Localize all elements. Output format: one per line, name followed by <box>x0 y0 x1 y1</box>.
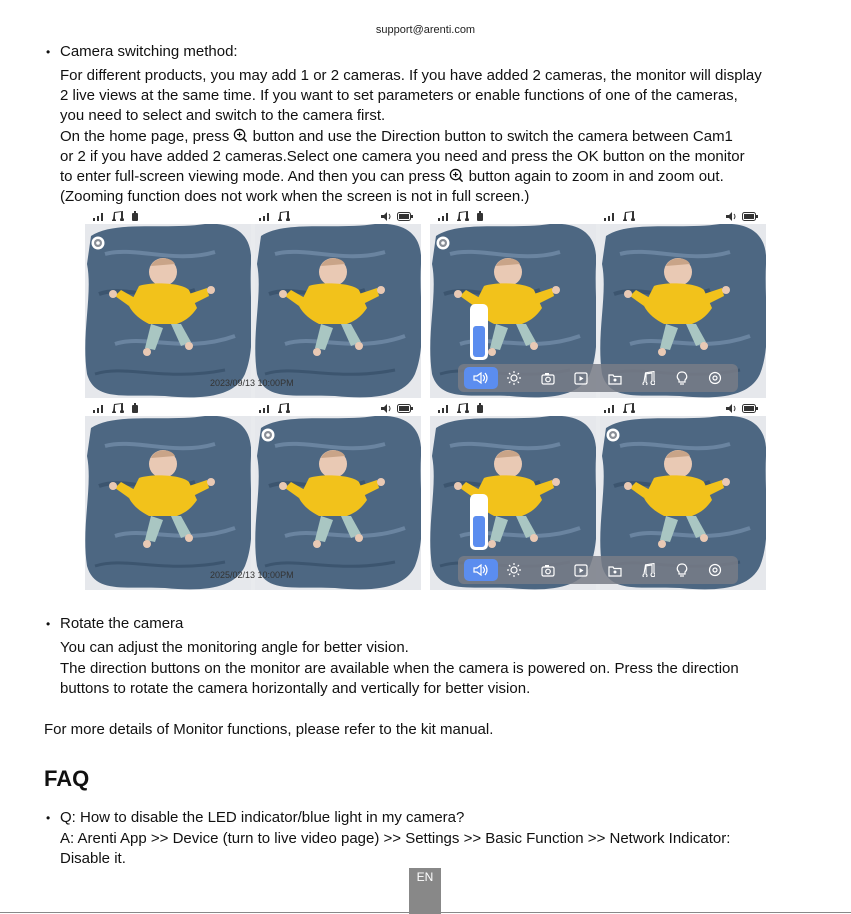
rotate-paragraph <box>60 638 820 699</box>
volume-level <box>473 516 485 547</box>
camera-selected-icon <box>606 428 620 442</box>
speaker-icon <box>726 212 736 221</box>
text-line: you need to select and switch to the camera first. <box>60 107 386 124</box>
baby-video-frame <box>255 224 421 398</box>
status-icons-system <box>381 403 413 413</box>
music-note-icon <box>641 563 655 577</box>
status-icons-right-cam <box>604 403 636 413</box>
battery-icon <box>742 404 758 413</box>
status-icons-system <box>726 211 758 221</box>
text-line: (Zooming function does not work when the screen is not in full screen.) <box>60 188 530 205</box>
signal-icon <box>93 404 105 413</box>
brightness-button[interactable] <box>498 367 532 389</box>
speaker-icon <box>381 212 391 221</box>
bullet-faq-question <box>46 808 464 828</box>
settings-button[interactable] <box>699 367 733 389</box>
night-light-button[interactable] <box>665 559 699 581</box>
snapshot-button[interactable] <box>531 559 565 581</box>
live-view-cam2[interactable] <box>255 224 421 398</box>
faq-heading: FAQ <box>44 766 90 791</box>
speaker-icon <box>473 372 489 384</box>
support-email: support@arenti.com <box>375 24 476 36</box>
battery-icon <box>397 212 413 221</box>
sun-icon <box>507 563 521 577</box>
baby-video-frame <box>255 416 421 590</box>
text-line: 2 live views at the same time. If you want to set parameters or enable functions of one of the cameras, <box>60 87 738 104</box>
brightness-button[interactable] <box>498 559 532 581</box>
camera-icon <box>541 372 555 385</box>
lullaby-button[interactable] <box>632 367 666 389</box>
volume-slider[interactable] <box>470 304 488 360</box>
settings-button[interactable] <box>699 559 733 581</box>
volume-button[interactable] <box>464 559 498 581</box>
status-bar <box>85 208 421 224</box>
zoom-in-icon <box>233 128 248 143</box>
gear-icon <box>708 563 722 577</box>
status-icons-right-cam <box>259 403 291 413</box>
album-button[interactable] <box>598 367 632 389</box>
status-bar <box>430 400 766 416</box>
text-line: The direction buttons on the monitor are available when the camera is powered on. Press the direction <box>60 660 739 677</box>
folder-icon <box>608 564 622 577</box>
text-line: For different products, you may add 1 or 2 cameras. If you have added 2 cameras, the monitor will display <box>60 67 762 84</box>
gear-icon <box>708 371 722 385</box>
text-fragment: On the home page, press <box>60 128 230 145</box>
live-view-cam1[interactable] <box>85 416 251 590</box>
battery-icon <box>742 212 758 221</box>
battery-camera-icon <box>476 403 484 413</box>
album-button[interactable] <box>598 559 632 581</box>
text-line: buttons to rotate the camera horizontally and vertically for better vision. <box>60 680 531 697</box>
snapshot-button[interactable] <box>531 367 565 389</box>
signal-icon <box>259 404 271 413</box>
timestamp: 2023/09/13 10:00PM <box>210 378 294 388</box>
music-note-icon <box>622 211 636 221</box>
video-icon <box>574 372 588 385</box>
music-note-icon <box>641 371 655 385</box>
signal-icon <box>604 404 616 413</box>
speaker-icon <box>726 404 736 413</box>
signal-icon <box>438 404 450 413</box>
status-icons-left <box>93 403 139 413</box>
status-bar <box>85 400 421 416</box>
footer-divider <box>0 912 851 913</box>
volume-button[interactable] <box>464 367 498 389</box>
baby-video-frame <box>85 224 251 398</box>
battery-camera-icon <box>476 211 484 221</box>
switching-paragraph-2 <box>60 127 820 207</box>
monitor-screen-dual-cam1-toolbar <box>430 208 766 398</box>
text-line: Disable it. <box>60 850 126 867</box>
signal-icon <box>604 212 616 221</box>
text-line: or 2 if you have added 2 cameras.Select one camera you need and press the OK button on the monitor <box>60 148 745 165</box>
live-view-cam2[interactable] <box>255 416 421 590</box>
text-fragment: button and use the Direction button to switch the camera between Cam1 <box>252 128 733 145</box>
battery-camera-icon <box>131 211 139 221</box>
status-icons-left <box>438 403 484 413</box>
music-note-icon <box>277 211 291 221</box>
signal-icon <box>438 212 450 221</box>
camera-selected-icon <box>91 236 105 250</box>
monitor-screen-dual-cam1 <box>85 208 421 398</box>
more-details-note: For more details of Monitor functions, please refer to the kit manual. <box>44 721 494 738</box>
text-fragment: button again to zoom in and zoom out. <box>468 168 724 185</box>
lullaby-button[interactable] <box>632 559 666 581</box>
status-icons-system <box>381 211 413 221</box>
status-icons-right-cam <box>259 211 291 221</box>
monitor-screen-dual-cam2-toolbar <box>430 400 766 590</box>
status-icons-left <box>93 211 139 221</box>
sun-icon <box>507 371 521 385</box>
text-line <box>60 127 820 147</box>
battery-camera-icon <box>131 403 139 413</box>
speaker-icon <box>473 564 489 576</box>
monitor-screen-dual-cam2 <box>85 400 421 590</box>
function-toolbar <box>458 556 738 584</box>
status-icons-left <box>438 211 484 221</box>
timestamp: 2025/02/13 10:00PM <box>210 570 294 580</box>
status-bar <box>430 208 766 224</box>
bullet-rotate-camera <box>46 614 183 634</box>
live-view-cam1[interactable] <box>85 224 251 398</box>
battery-icon <box>397 404 413 413</box>
music-note-icon <box>622 403 636 413</box>
bullet-camera-switching <box>46 42 238 62</box>
music-note-icon <box>277 403 291 413</box>
camera-icon <box>541 564 555 577</box>
bulb-icon <box>676 371 688 385</box>
section-title-rotate: Rotate the camera <box>60 615 184 632</box>
text-line: You can adjust the monitoring angle for better vision. <box>60 639 409 656</box>
record-button[interactable] <box>565 367 599 389</box>
video-icon <box>574 564 588 577</box>
music-note-icon <box>456 403 470 413</box>
speaker-icon <box>381 404 391 413</box>
record-button[interactable] <box>565 559 599 581</box>
text-line <box>60 167 820 187</box>
faq-question: Q: How to disable the LED indicator/blue light in my camera? <box>60 809 465 826</box>
text-fragment: to enter full-screen viewing mode. And then you can press <box>60 168 446 185</box>
volume-level <box>473 326 485 357</box>
language-tab: EN <box>409 868 441 914</box>
signal-icon <box>259 212 271 221</box>
switching-paragraph-1 <box>60 66 820 126</box>
bulb-icon <box>676 563 688 577</box>
night-light-button[interactable] <box>665 367 699 389</box>
status-icons-system <box>726 403 758 413</box>
status-icons-right-cam <box>604 211 636 221</box>
music-note-icon <box>111 211 125 221</box>
music-note-icon <box>456 211 470 221</box>
signal-icon <box>93 212 105 221</box>
zoom-in-icon <box>449 168 464 183</box>
baby-video-frame <box>85 416 251 590</box>
function-toolbar <box>458 364 738 392</box>
text-line: A: Arenti App >> Device (turn to live video page) >> Settings >> Basic Function >> Network Indicator: <box>60 830 731 847</box>
camera-selected-icon <box>436 236 450 250</box>
camera-selected-icon <box>261 428 275 442</box>
music-note-icon <box>111 403 125 413</box>
faq-answer <box>60 829 820 869</box>
folder-icon <box>608 372 622 385</box>
volume-slider[interactable] <box>470 494 488 550</box>
section-title-switching: Camera switching method: <box>60 43 238 60</box>
